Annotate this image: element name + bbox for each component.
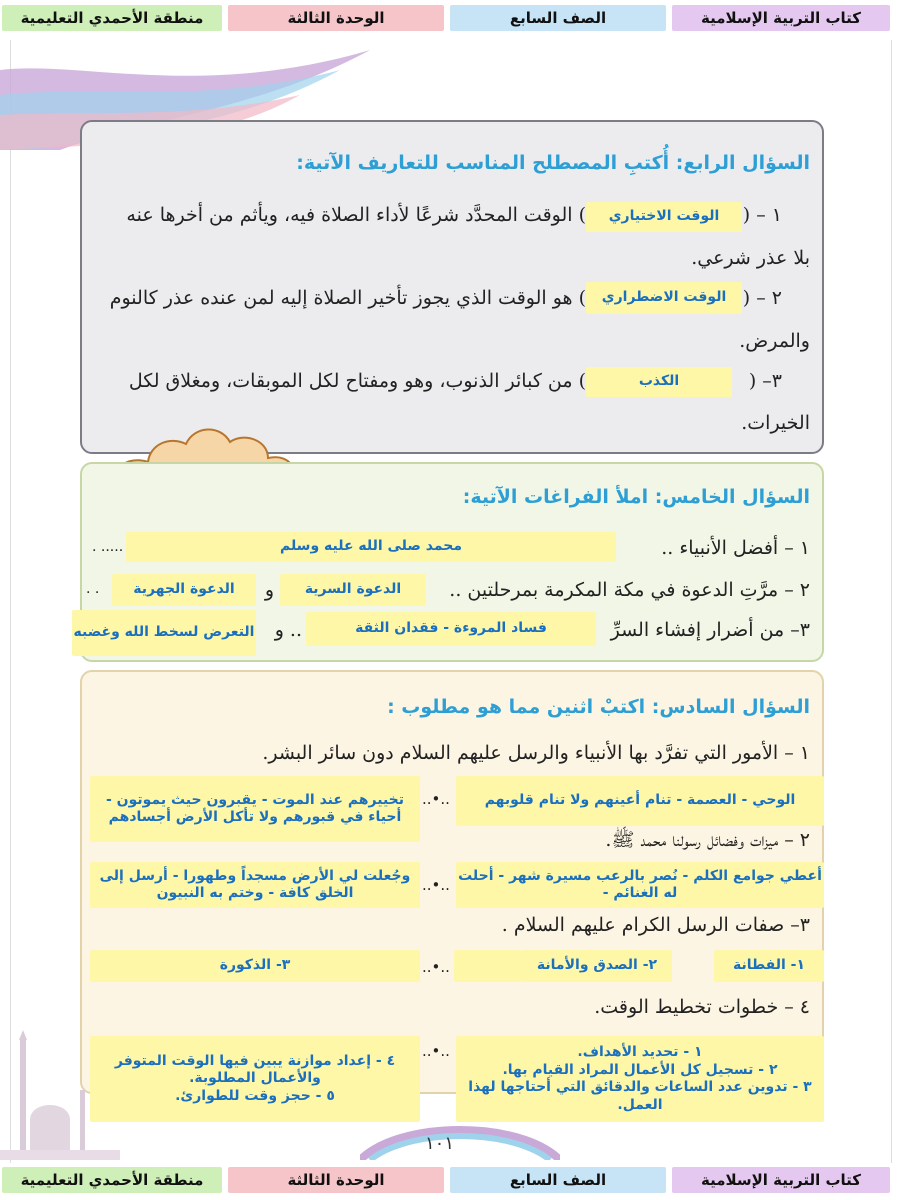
question-six-title: السؤال السادس: اكتبْ اثنين مما هو مطلوب : <box>387 696 810 718</box>
q4-item2-continued: والمرض. <box>739 330 810 352</box>
q6-item2-answer-a: أعطي جوامع الكلم - نُصر بالرعب مسيرة شهر - أحلت له الغنائم - <box>456 862 824 908</box>
q4-item1-answer: الوقت الاختياري <box>586 202 742 232</box>
q4-item3-num: ٣– ( <box>748 370 782 392</box>
q5-line2-answer1: الدعوة السرية <box>280 574 426 606</box>
q5-line3-answer1: فساد المروءة - فقدان الثقة <box>306 612 596 646</box>
question-four-title: السؤال الرابع: أُكتبِ المصطلح المناسب للتعاريف الآتية: <box>296 152 810 174</box>
header-book: كتاب التربية الإسلامية <box>672 5 890 31</box>
question-six-box <box>80 670 824 1113</box>
q6-item3-dots: ..•.. <box>422 958 450 976</box>
q6-item3-answer-a2: ٢- الصدق والأمانة <box>522 950 672 982</box>
q4-item3-continued: الخيرات. <box>741 412 810 434</box>
header-district: منطقة الأحمدي التعليمية <box>2 5 222 31</box>
footer-district: منطقة الأحمدي التعليمية <box>2 1167 222 1193</box>
q4-item2-num: ٢ – ( <box>742 287 782 309</box>
question-four-box <box>80 120 824 454</box>
q5-line3-text: ٣– من أضرار إفشاء السرِّ <box>610 619 810 641</box>
q6-item4-text: ٤ – خطوات تخطيط الوقت. <box>594 996 810 1018</box>
q6-item3-text: ٣– صفات الرسل الكرام عليهم السلام . <box>501 914 810 936</box>
q5-line3-answer2: التعرض لسخط الله وغضبه <box>72 610 256 656</box>
q5-line3-and: .. و <box>274 619 302 641</box>
bottom-ribbon <box>360 1100 560 1160</box>
header-bar <box>0 0 900 30</box>
q5-line1-text: ١ – أفضل الأنبياء .. <box>661 537 810 559</box>
q4-item1-continued: بلا عذر شرعي. <box>691 247 810 269</box>
q6-item1-text: ١ – الأمور التي تفرَّد بها الأنبياء والرسل عليهم السلام دون سائر البشر. <box>262 742 810 764</box>
footer-book: كتاب التربية الإسلامية <box>672 1167 890 1193</box>
question-five-box <box>73 462 824 662</box>
header-unit: الوحدة الثالثة <box>228 5 444 31</box>
q4-item1-num: ١ – ( <box>742 204 782 226</box>
q5-line2-and: و <box>264 579 274 601</box>
q6-item4-dots: ..•.. <box>422 1042 450 1060</box>
page-number: ١٠١ <box>425 1133 455 1154</box>
q6-item1-answer-b: تخييرهم عند الموت - يقبرون حيث يموتون - أحياء في قبورهم ولا تأكل الأرض أجسادهم <box>90 776 420 842</box>
q4-item3-text: ) من كبائر الذنوب، وهو ومفتاح لكل الموبقات، ومغلاق لكل <box>128 370 586 392</box>
q6-item1-dots: ..•.. <box>422 790 450 808</box>
q5-line2-answer2: الدعوة الجهرية <box>112 574 256 606</box>
q5-line2-end: . . <box>86 581 100 597</box>
q6-item1-answer-a: الوحي - العصمة - تنام أعينهم ولا تنام قلوبهم <box>456 776 824 826</box>
q6-item4-answer-a: ١ - تحديد الأهداف. ٢ - تسجيل كل الأعمال المراد القيام بها. ٣ - تدوين عدد الساعات والدقائق التي أحتاجها لهذا العمل. <box>456 1036 824 1122</box>
q4-item1-text: ) الوقت المحدَّد شرعًا لأداء الصلاة فيه، ويأثم من أخرها عنه <box>126 204 586 226</box>
q5-line2-text: ٢ – مرَّتِ الدعوة في مكة المكرمة بمرحلتين .. <box>449 579 810 601</box>
q6-item3-answer-b: ٣- الذكورة <box>90 950 420 982</box>
q4-item3-answer: الكذب <box>586 367 732 397</box>
footer-unit: الوحدة الثالثة <box>228 1167 444 1193</box>
q5-line1-dots: ..... . <box>92 539 124 555</box>
q6-item3-answer-a1: ١- الفطانة <box>714 950 824 982</box>
question-five-title: السؤال الخامس: املأ الفراغات الآتية: <box>462 486 810 508</box>
q4-item2-text: ) هو الوقت الذي يجوز تأخير الصلاة إليه لمن عنده عذر كالنوم <box>109 287 586 309</box>
mosque-decoration <box>0 1030 120 1160</box>
q6-item4-answer-b: ٤ - إعداد موازنة يبين فيها الوقت المتوفر والأعمال المطلوبة. ٥ - حجز وقت للطوارئ. <box>90 1036 420 1122</box>
header-grade: الصف السابع <box>450 5 666 31</box>
q4-item2-answer: الوقت الاضطراري <box>586 282 742 314</box>
q5-line1-answer: محمد صلى الله عليه وسلم <box>126 532 616 562</box>
q6-item2-dots: ..•.. <box>422 876 450 894</box>
q6-item3-answer-spacer <box>454 950 522 982</box>
q6-item2-text: ٢ – ميزات وفضائل رسولنا محمد ﷺ. <box>605 829 810 851</box>
footer-bar <box>0 1162 900 1192</box>
q6-item2-answer-b: وجُعلت لي الأرض مسجداً وطهورا - أرسل إلى الخلق كافة - وختم به النبيون <box>90 862 420 908</box>
footer-grade: الصف السابع <box>450 1167 666 1193</box>
